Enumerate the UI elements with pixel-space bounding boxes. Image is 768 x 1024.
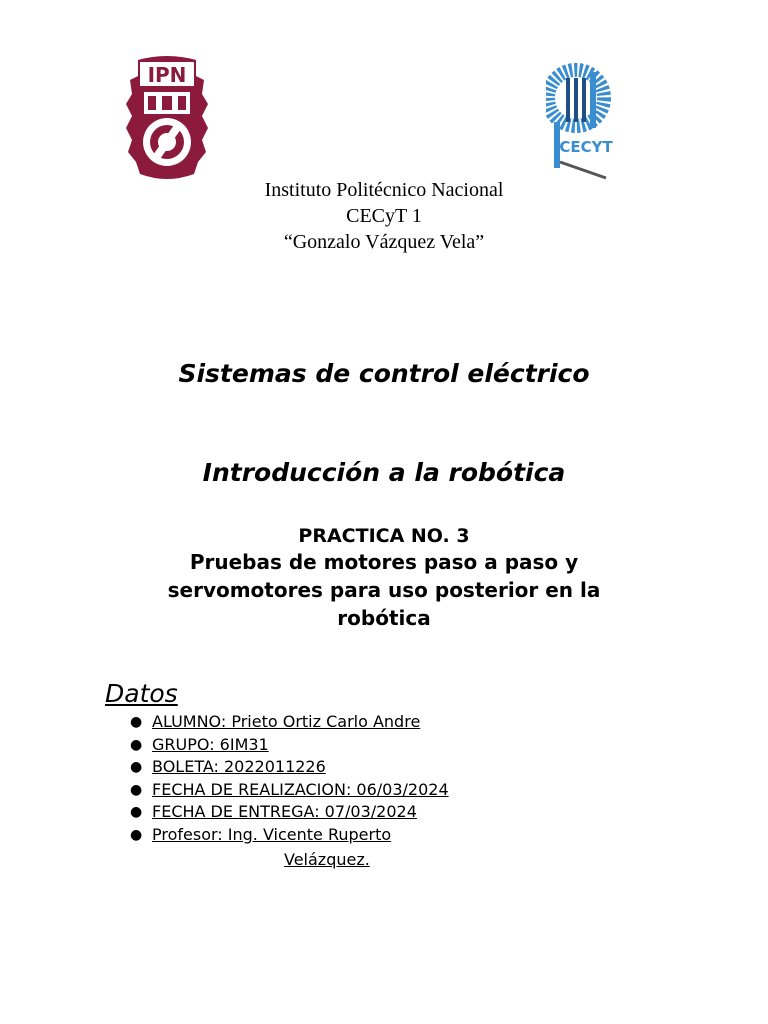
professor-field: Profesor: Ing. Vicente Ruperto	[152, 824, 392, 844]
list-item	[130, 711, 449, 734]
cecyt-logo-icon	[546, 52, 616, 188]
topic-title: Introducción a la robótica	[202, 458, 566, 487]
practice-title: Pruebas de motores paso a paso y servomotores para uso posterior en la robótica	[167, 550, 601, 630]
subject-title: Sistemas de control eléctrico	[178, 359, 590, 388]
cecyt-logo-text: CECYT	[559, 138, 613, 156]
list-item	[130, 824, 449, 847]
professor-field-continuation: Velázquez.	[284, 850, 370, 869]
datos-list	[130, 711, 449, 847]
bullet-icon: ●	[130, 714, 143, 730]
ipn-logo-icon	[124, 50, 210, 186]
realization-date-field: FECHA DE REALIZACION: 06/03/2024	[152, 779, 449, 799]
list-item	[130, 756, 449, 779]
bullet-icon: ●	[130, 826, 143, 843]
school-name: CECyT 1	[346, 205, 422, 227]
bullet-icon: ●	[130, 804, 143, 821]
list-item	[130, 734, 449, 757]
list-item	[130, 779, 449, 802]
delivery-date-field: FECHA DE ENTREGA: 07/03/2024	[152, 802, 417, 822]
datos-heading: Datos	[105, 679, 178, 708]
list-item	[130, 801, 449, 824]
group-field: GRUPO: 6IM31	[152, 734, 269, 754]
ipn-logo-text: IPN	[147, 63, 187, 87]
institution-name: Instituto Politécnico Nacional	[264, 179, 504, 201]
bullet-icon: ●	[130, 781, 143, 798]
school-motto: “Gonzalo Vázquez Vela”	[283, 231, 485, 253]
student-field: ALUMNO: Prieto Ortiz Carlo Andre	[152, 712, 421, 731]
boleta-field: BOLETA: 2022011226	[152, 757, 326, 777]
practice-number: PRACTICA NO. 3	[298, 525, 470, 547]
bullet-icon: ●	[130, 736, 143, 753]
bullet-icon: ●	[130, 759, 143, 776]
